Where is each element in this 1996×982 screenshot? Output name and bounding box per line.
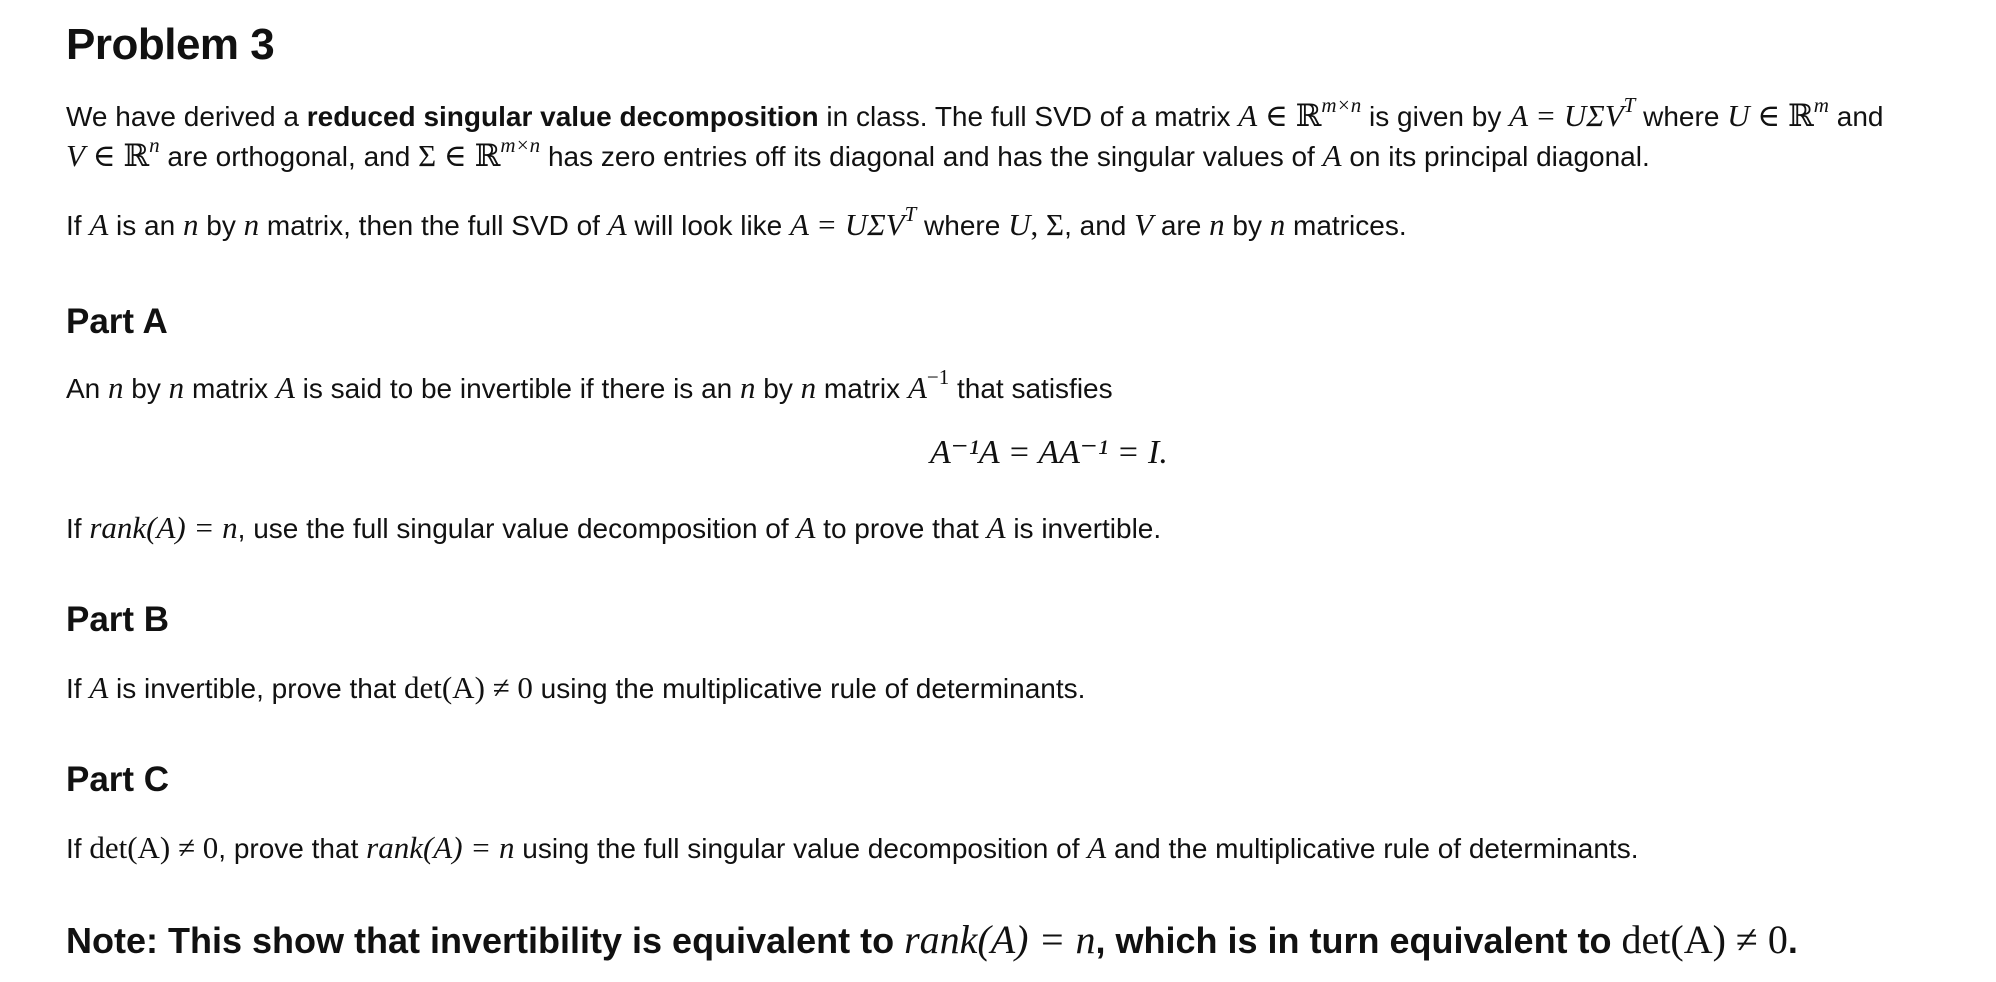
part-a-text: matrix — [184, 373, 276, 404]
math-rank-eq-n: rank(A) = n — [904, 917, 1096, 962]
part-b-text: If — [66, 673, 90, 704]
math-svd: A = UΣV — [1509, 98, 1624, 133]
math-V: V — [1134, 207, 1154, 242]
intro-text: where — [1635, 101, 1728, 132]
math-Sigma: Σ — [1046, 207, 1065, 242]
math-det-ne-0: det(A) ≠ 0 — [89, 830, 219, 865]
math-Sigma: Σ — [418, 138, 437, 173]
intro-text: on its principal diagonal. — [1341, 141, 1650, 172]
intro-text: is an — [108, 210, 183, 241]
part-c-heading: Part C — [66, 760, 170, 799]
intro-text: is given by — [1361, 101, 1510, 132]
math-A: A — [1238, 98, 1258, 133]
math-in-R: ∈ ℝ — [1749, 98, 1814, 133]
problem-title: Problem 3 — [66, 20, 275, 69]
intro-text: matrix, then the full SVD of — [259, 210, 608, 241]
math-transpose: T — [904, 202, 917, 226]
part-c-line-1 — [66, 828, 1638, 869]
part-a-line-2 — [66, 508, 1161, 549]
math-n: n — [149, 133, 160, 157]
math-transpose: T — [1623, 93, 1636, 117]
math-m: m — [1813, 93, 1829, 117]
intro-text: , and — [1064, 210, 1135, 241]
intro-line-1 — [66, 93, 1884, 137]
math-n: n — [108, 370, 124, 405]
note-text: Note: This show that invertibility is equivalent to — [66, 920, 905, 961]
math-A: A — [1087, 830, 1107, 865]
math-U: U — [1008, 207, 1031, 242]
part-b-text: is invertible, prove that — [108, 673, 404, 704]
intro-text: We have derived a — [66, 101, 307, 132]
note-text: . — [1787, 920, 1798, 961]
math-n: n — [1209, 207, 1225, 242]
math-svd: A = UΣV — [790, 207, 905, 242]
part-a-heading: Part A — [66, 302, 168, 341]
math-A: A — [1322, 138, 1342, 173]
intro-text: in class. The full SVD of a matrix — [818, 101, 1239, 132]
math-mxn: m×n — [1321, 93, 1362, 117]
part-a-text: An — [66, 373, 109, 404]
math-rank-eq-n: rank(A) = n — [89, 510, 238, 545]
part-a-text: is said to be invertible if there is an — [294, 373, 741, 404]
part-a-text: by — [123, 373, 169, 404]
intro-text: by — [1224, 210, 1270, 241]
part-a-display-equation: A⁻¹A = AA⁻¹ = I. — [930, 434, 1168, 471]
math-A-inverse: A — [907, 370, 927, 405]
math-A: A — [89, 670, 109, 705]
math-mxn: m×n — [500, 133, 541, 157]
math-neg-one: −1 — [926, 365, 950, 389]
math-A: A — [275, 370, 295, 405]
intro-text: are orthogonal, and — [159, 141, 419, 172]
math-n: n — [168, 370, 185, 405]
math-rank-eq-n: rank(A) = n — [366, 830, 515, 865]
math-comma: , — [1030, 207, 1039, 242]
intro-text: will look like — [626, 210, 791, 241]
part-a-text: matrix — [816, 373, 908, 404]
part-a-text: is invertible. — [1005, 513, 1162, 544]
intro-text: matrices. — [1285, 210, 1407, 241]
intro-line-2 — [66, 133, 1650, 177]
intro-bold-term: reduced singular value decomposition — [306, 101, 819, 132]
math-in-R: ∈ ℝ — [84, 138, 150, 173]
math-n: n — [800, 370, 817, 405]
part-c-text: , prove that — [218, 833, 367, 864]
part-a-text: that satisfies — [949, 373, 1113, 404]
math-A: A — [796, 510, 816, 545]
note-line — [66, 916, 1798, 963]
math-U: U — [1727, 98, 1750, 133]
part-c-text: using the full singular value decomposition of — [514, 833, 1088, 864]
intro-text: by — [198, 210, 244, 241]
intro-line-3 — [66, 202, 1407, 246]
intro-text: are — [1153, 210, 1210, 241]
part-a-text: If — [66, 513, 90, 544]
math-A: A — [607, 207, 627, 242]
intro-text: where — [916, 210, 1009, 241]
math-A: A — [89, 207, 109, 242]
math-n: n — [1269, 207, 1286, 242]
math-n: n — [740, 370, 756, 405]
part-b-heading: Part B — [66, 600, 170, 639]
math-n: n — [182, 207, 199, 242]
intro-text: and — [1828, 101, 1884, 132]
part-a-text: , use the full singular value decomposition of — [237, 513, 797, 544]
note-text: , which is in turn equivalent to — [1095, 920, 1622, 961]
part-c-text: If — [66, 833, 90, 864]
math-A: A — [986, 510, 1006, 545]
math-V: V — [66, 138, 85, 173]
math-in-R: ∈ ℝ — [1257, 98, 1322, 133]
part-b-text: using the multiplicative rule of determinants. — [532, 673, 1086, 704]
math-det-ne-0: det(A) ≠ 0 — [1621, 917, 1788, 962]
math-in-R: ∈ ℝ — [436, 138, 501, 173]
math-n: n — [243, 207, 260, 242]
part-a-text: by — [755, 373, 801, 404]
part-a-line-1 — [66, 365, 1113, 409]
part-c-text: and the multiplicative rule of determinants. — [1106, 833, 1639, 864]
part-a-text: to prove that — [815, 513, 987, 544]
part-b-line-1 — [66, 668, 1085, 709]
math-det-ne-0: det(A) ≠ 0 — [403, 670, 533, 705]
intro-text: If — [66, 210, 90, 241]
intro-text: has zero entries off its diagonal and has the singular values of — [540, 141, 1323, 172]
